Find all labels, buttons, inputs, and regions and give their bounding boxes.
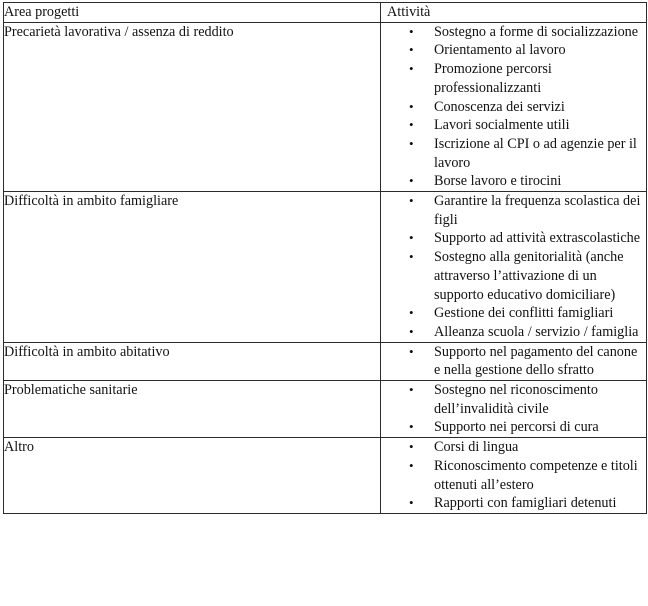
header-area: Area progetti	[4, 3, 381, 23]
table-header-row	[4, 3, 647, 23]
table-row	[4, 438, 647, 514]
table-row	[4, 192, 647, 343]
area-cell: Difficoltà in ambito abitativo	[4, 342, 381, 380]
table-row	[4, 342, 647, 380]
projects-table	[3, 2, 647, 514]
activities-cell	[381, 192, 647, 343]
activity-list	[381, 438, 646, 513]
activities-cell	[381, 438, 647, 514]
activity-item: • Gestione dei conflitti famigliari	[381, 304, 646, 323]
table-row	[4, 381, 647, 438]
area-cell: Altro	[4, 438, 381, 514]
activity-item: • Alleanza scuola / servizio / famiglia	[381, 323, 646, 342]
activity-item: • Supporto nei percorsi di cura	[381, 418, 646, 437]
activity-item: • Orientamento al lavoro	[381, 41, 646, 60]
activity-item: • Supporto ad attività extrascolastiche	[381, 229, 646, 248]
activity-item: • Promozione percorsi professionalizzanti	[381, 60, 646, 97]
activities-cell	[381, 22, 647, 191]
activity-list	[381, 23, 646, 191]
activities-cell	[381, 381, 647, 438]
activity-item: • Iscrizione al CPI o ad agenzie per il lavoro	[381, 135, 646, 172]
activity-item: • Lavori socialmente utili	[381, 116, 646, 135]
activity-item: • Riconoscimento competenze e titoli ottenuti all’estero	[381, 457, 646, 494]
activity-item: • Sostegno a forme di socializzazione	[381, 23, 646, 42]
area-cell: Precarietà lavorativa / assenza di reddito	[4, 22, 381, 191]
header-activities: Attività	[381, 3, 647, 23]
activity-list	[381, 343, 646, 380]
activity-list	[381, 381, 646, 437]
activity-item: • Garantire la frequenza scolastica dei figli	[381, 192, 646, 229]
activity-item: • Supporto nel pagamento del canone e nella gestione dello sfratto	[381, 343, 646, 380]
activity-item: • Borse lavoro e tirocini	[381, 172, 646, 191]
activities-cell	[381, 342, 647, 380]
activity-list	[381, 192, 646, 342]
area-cell: Problematiche sanitarie	[4, 381, 381, 438]
activity-item: • Corsi di lingua	[381, 438, 646, 457]
activity-item: • Sostegno nel riconoscimento dell’invalidità civile	[381, 381, 646, 418]
area-cell: Difficoltà in ambito famigliare	[4, 192, 381, 343]
activity-item: • Conoscenza dei servizi	[381, 98, 646, 117]
activity-item: • Rapporti con famigliari detenuti	[381, 494, 646, 513]
table-row	[4, 22, 647, 191]
activity-item: • Sostegno alla genitorialità (anche attraverso l’attivazione di un supporto educativo domiciliare)	[381, 248, 646, 304]
